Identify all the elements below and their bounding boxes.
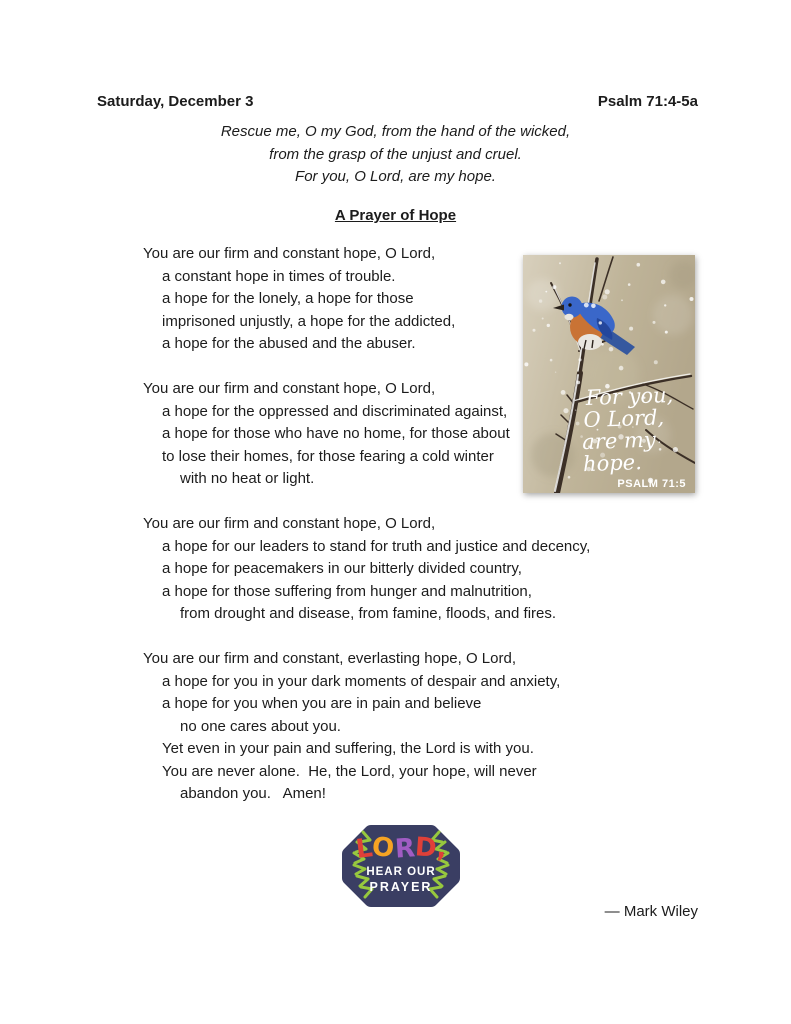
stanza: [143, 648, 590, 806]
poem-line: a hope for the lonely, a hope for those: [162, 290, 414, 307]
poem-line: You are our firm and constant, everlasting hope, O Lord,: [143, 650, 517, 667]
badge-word-lord: [339, 832, 463, 865]
badge-letter: R: [393, 833, 416, 865]
poem-line: You are never alone. He, the Lord, your hope, will never: [162, 762, 537, 780]
poem-line: a hope for those who have no home, for those about: [162, 425, 510, 442]
header-scripture-reference: Psalm 71:4-5a: [597, 93, 698, 110]
badge-letter: O: [371, 832, 396, 864]
poem-line: You are our firm and constant hope, O Lord,: [143, 245, 436, 262]
scripture-quote-line: Rescue me, O my God, from the hand of the wicked,: [220, 123, 571, 140]
poem-line: Yet even in your pain and suffering, the Lord is with you.: [162, 740, 534, 757]
scripture-quote: [0, 121, 791, 189]
poem-line: imprisoned unjustly, a hope for the addicted,: [162, 312, 456, 330]
poem-line: a hope for you in your dark moments of despair and anxiety,: [162, 672, 561, 690]
poem-line: to lose their homes, for those fearing a cold winter: [162, 447, 494, 465]
poem-line: from drought and disease, from famine, floods, and fires.: [180, 605, 557, 622]
poem-line: a hope for the abused and the abuser.: [162, 335, 416, 352]
poem-line: a hope for the oppressed and discriminated against,: [162, 402, 508, 420]
poem-line: You are our firm and constant hope, O Lord,: [143, 515, 436, 532]
poem-line: a hope for peacemakers in our bitterly divided country,: [162, 560, 522, 577]
bluebird-photo: [523, 255, 695, 493]
poem-line: a hope for our leaders to stand for truth and justice and decency,: [162, 537, 591, 555]
stanza: [143, 513, 590, 626]
badge-letter: L: [354, 833, 375, 865]
photo-caption: For you, O Lord, are my hope.: [581, 382, 674, 477]
scripture-quote-line: For you, O Lord, are my hope.: [295, 168, 496, 185]
poem-line: abandon you. Amen!: [180, 785, 326, 802]
poem-line: You are our firm and constant hope, O Lord,: [143, 380, 436, 397]
badge-line-prayer: PRAYER: [369, 880, 433, 894]
poem-line: with no heat or light.: [180, 470, 315, 487]
badge-letter: ,: [436, 834, 447, 864]
prayer-title: A Prayer of Hope: [334, 207, 457, 224]
lord-hear-our-prayer-badge: [339, 820, 463, 912]
badge-letter: D: [413, 832, 438, 864]
scripture-quote-line: from the grasp of the unjust and cruel.: [269, 145, 522, 163]
badge-line-hear-our: HEAR OUR: [366, 866, 436, 878]
poem-line: no one cares about you.: [180, 717, 341, 735]
header-date: Saturday, December 3: [97, 93, 254, 110]
author-attribution: — Mark Wiley: [604, 903, 698, 920]
poem-line: a hope for you when you are in pain and believe: [162, 695, 482, 712]
poem-line: a constant hope in times of trouble.: [162, 267, 396, 285]
photo-psalm-reference: PSALM 71:5: [617, 478, 686, 490]
poem-line: a hope for those suffering from hunger and malnutrition,: [162, 582, 532, 600]
